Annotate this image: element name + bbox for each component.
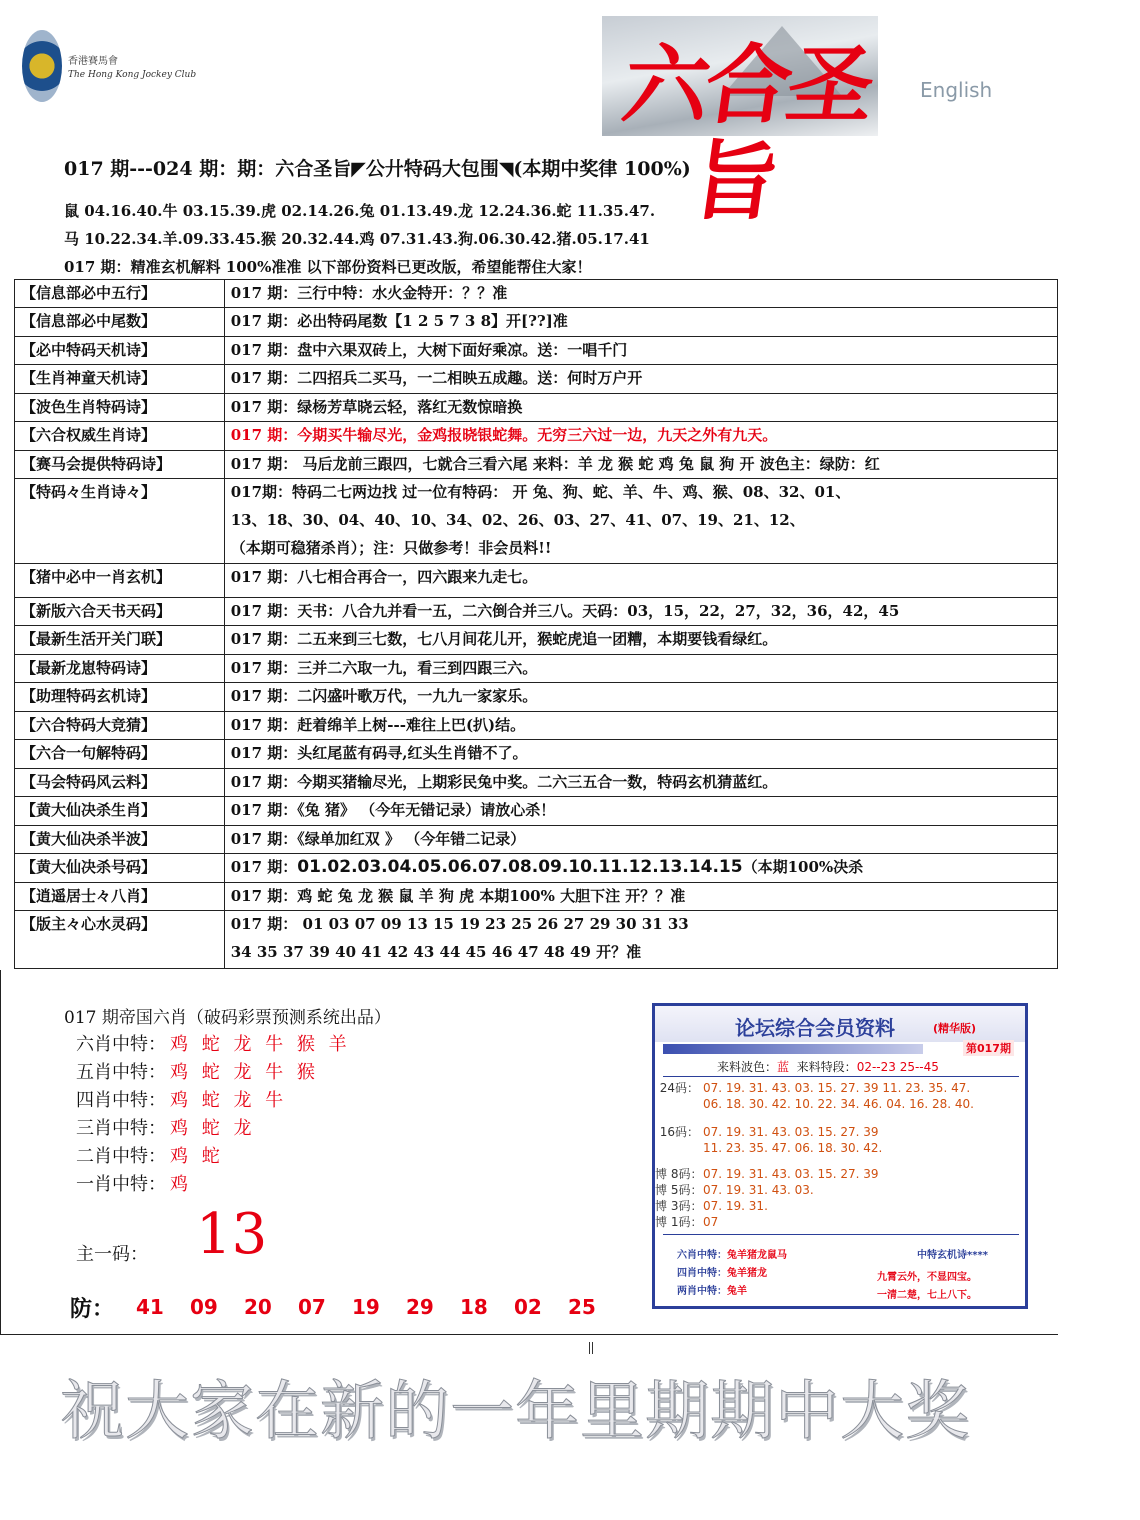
card-row [655, 1198, 768, 1214]
table-row [15, 451, 1058, 479]
table-row [15, 797, 1058, 826]
divider-mark [589, 1342, 593, 1354]
card-row-key: 博 5码： [655, 1183, 703, 1197]
row-value: 017 期：《兔 猪》 （今年无错记录）请放心杀！ [224, 797, 1057, 826]
row-label: 【六合权威生肖诗】 [15, 422, 225, 451]
six-zodiac-row [76, 1030, 351, 1056]
banner-title: 六合圣旨 [616, 36, 877, 232]
defense-number: 02 [514, 1295, 542, 1319]
card-poem-line [877, 1286, 977, 1301]
row-value: 017 期： 马后龙前三跟四，七就合三看六尾 来料：羊 龙 猴 蛇 鸡 兔 鼠 狗 开 波色主：绿防：红 [224, 451, 1057, 479]
table-row [15, 826, 1058, 854]
defense-number: 41 [136, 1295, 164, 1319]
card-bar [663, 1044, 923, 1054]
row-value: 017 期：鸡 蛇 兔 龙 猴 鼠 羊 狗 虎 本期100% 大胆下注 开？？准 [224, 883, 1057, 911]
row-label: 【信息部必中五行】 [15, 280, 225, 308]
six-zodiac-label: 四肖中特： [76, 1090, 166, 1111]
table-row [15, 740, 1058, 769]
row-value-suffix: （本期100%决杀 [742, 858, 864, 876]
row-value-line: 017 期： 01 03 07 09 13 15 19 23 25 26 27 29 30 31 33 [230, 915, 689, 933]
card-issue: 第017期 [963, 1040, 1014, 1056]
row-value [224, 854, 1057, 883]
card-row-cont [703, 1096, 974, 1112]
row-label: 【黄大仙决杀号码】 [15, 854, 225, 883]
row-value: 017 期：盘中六果双砖上，大树下面好乘凉。送：一唱千门 [224, 337, 1057, 365]
card-row [655, 1080, 970, 1096]
card-row-line: 07. 19. 31. [703, 1199, 768, 1213]
defense-label: 防： [70, 1296, 115, 1322]
source-special: 02--23 25--45 [856, 1060, 939, 1074]
card-divider [663, 1076, 1019, 1077]
row-label: 【最新生活开关门联】 [15, 626, 225, 655]
six-zodiac-title: 017 期帝国六肖（破码彩票预测系统出品） [64, 1008, 391, 1028]
table-row [15, 655, 1058, 683]
row-value-line: 017期：特码二七两边找 过一位有特码： 开 兔、狗、蛇、羊、牛、鸡、猴、08、32、01、 [230, 483, 851, 501]
table-row [15, 769, 1058, 797]
row-value: 017 期：今期买猪输尽光，上期彩民兔中奖。二六三五合一数，特码玄机猜蓝红。 [224, 769, 1057, 797]
row-label: 【版主々心水灵码】 [15, 911, 225, 969]
jockey-club-logo [22, 22, 222, 102]
defense-number: 25 [568, 1295, 596, 1319]
jockey-club-emblem-icon [22, 30, 62, 102]
row-value: 017 期：天书：八合九并看一五，二六倒合并三八。天码：03，15，22，27，32，36，42，45 [224, 598, 1057, 626]
row-label: 【六合一句解特码】 [15, 740, 225, 769]
main-number: 13 [196, 1202, 268, 1267]
table-row [15, 626, 1058, 655]
row-value: 017 期：《绿单加红双 》 （今年错二记录） [224, 826, 1057, 854]
card-row-key: 博 3码： [655, 1199, 703, 1213]
row-value: 017 期：三行中特：水火金特开：？？准 [224, 280, 1057, 308]
six-zodiac-value: 鸡 蛇 龙 牛 猴 [170, 1062, 319, 1083]
row-value: 017 期：二闪盛叶歌万代，一九九一家家乐。 [224, 683, 1057, 712]
card-two-label: 两肖中特： [677, 1286, 727, 1297]
card-row-line: 07. 19. 31. 43. 03. 15. 27. 39 11. 23. 35. 47. [703, 1081, 971, 1095]
defense-number: 09 [190, 1295, 218, 1319]
card-poem-label [917, 1246, 988, 1261]
six-zodiac-label: 二肖中特： [76, 1146, 166, 1167]
table-row [15, 712, 1058, 740]
six-zodiac-value: 鸡 蛇 龙 牛 [170, 1090, 288, 1111]
six-zodiac-row [76, 1114, 255, 1140]
table-row [15, 564, 1058, 598]
six-zodiac-label: 六肖中特： [76, 1034, 166, 1055]
card-row [655, 1124, 879, 1140]
defense-number: 29 [406, 1295, 434, 1319]
table-row [15, 598, 1058, 626]
zodiac-line-2: 马 10.22.34.羊.09.33.45.猴 20.32.44.鸡 07.31.43.狗.06.30.42.猪.05.17.41 [64, 230, 650, 248]
card-divider [663, 1234, 1019, 1235]
row-value [224, 911, 1057, 969]
row-label: 【最新龙崽特码诗】 [15, 655, 225, 683]
row-label: 【黄大仙决杀半波】 [15, 826, 225, 854]
row-label: 【特码々生肖诗々】 [15, 479, 225, 564]
poem-label-text: 中特玄机诗**** [917, 1250, 988, 1261]
row-value: 017 期：赶着绵羊上树---难往上巴(扒)结。 [224, 712, 1057, 740]
main-number-label: 主一码： [76, 1244, 148, 1265]
row-label: 【赛马会提供特码诗】 [15, 451, 225, 479]
defense-number: 07 [298, 1295, 326, 1319]
six-zodiac-row [76, 1086, 287, 1112]
row-label: 【助理特码玄机诗】 [15, 683, 225, 712]
table-row [15, 394, 1058, 422]
six-zodiac-value: 鸡 蛇 龙 [170, 1118, 256, 1139]
headline: 017 期---024 期：期：六合圣旨◤公廾特码大包围◥(本期中奖律 100%) [64, 158, 691, 180]
card-row-line: 11. 23. 35. 47. 06. 18. 30. 42. [703, 1141, 883, 1155]
table-row [15, 854, 1058, 883]
row-label: 【新版六合天书天码】 [15, 598, 225, 626]
row-label: 【黄大仙决杀生肖】 [15, 797, 225, 826]
row-value-line: （本期可稳猪杀肖）；注：只做参考！非会员料!! [230, 539, 552, 557]
defense-number: 20 [244, 1295, 272, 1319]
row-label: 【猪中必中一肖玄机】 [15, 564, 225, 598]
table-row [15, 280, 1058, 308]
defense-number: 19 [352, 1295, 380, 1319]
row-label: 【生肖神童天机诗】 [15, 365, 225, 394]
card-source [717, 1058, 939, 1075]
card-six-value: 兔羊猪龙鼠马 [727, 1250, 787, 1261]
table-row [15, 883, 1058, 911]
card-row-key: 博 1码： [655, 1215, 703, 1229]
title-banner [602, 16, 878, 232]
row-value-line: 34 35 37 39 40 41 42 43 44 45 46 47 48 49 开？准 [230, 943, 642, 961]
row-value: 017 期：头红尾蓝有码寻,红头生肖错不了。 [224, 740, 1057, 769]
table-row [15, 683, 1058, 712]
table-row [15, 365, 1058, 394]
row-value: 017 期：今期买牛输尽光，金鸡报晓银蛇舞。无穷三六过一边，九天之外有九天。 [224, 422, 1057, 451]
row-label: 【必中特码天机诗】 [15, 337, 225, 365]
card-row [655, 1182, 814, 1198]
card-row [655, 1166, 879, 1182]
row-label: 【马会特码风云料】 [15, 769, 225, 797]
card-row-line: 07 [703, 1215, 719, 1229]
kill-numbers: 01.02.03.04.05.06.07.08.09.10.11.12.13.14.15 [297, 857, 743, 877]
six-zodiac-value: 鸡 [170, 1174, 192, 1195]
table-row [15, 479, 1058, 564]
source-label: 来料波色： [717, 1060, 778, 1074]
row-label: 【信息部必中尾数】 [15, 308, 225, 337]
logo-cn-text: 香港賽馬會 [68, 56, 118, 67]
source-color: 蓝 [777, 1060, 790, 1074]
six-zodiac-row [76, 1170, 192, 1196]
card-poem-line [877, 1268, 977, 1283]
card-row-cont [703, 1140, 882, 1156]
card-four-zodiac [677, 1264, 767, 1279]
frame-bottom-border [0, 1334, 1058, 1335]
card-row-key: 16码： [659, 1125, 699, 1139]
prediction-table [14, 279, 1058, 969]
zodiac-line-1: 鼠 04.16.40.牛 03.15.39.虎 02.14.26.兔 01.13.49.龙 12.24.36.蛇 11.35.47. [64, 202, 656, 220]
card-row [655, 1214, 718, 1230]
poem-line-text: 九霄云外，不显四宝。 [877, 1272, 977, 1283]
row-value: 017 期：八七相合再合一，四六跟来九走七。 [224, 564, 1057, 598]
card-subtitle: (精华版) [933, 1022, 977, 1035]
card-two-value: 兔羊 [727, 1286, 747, 1297]
card-four-value: 兔羊猪龙 [727, 1268, 767, 1279]
row-label: 【逍遥居士々八肖】 [15, 883, 225, 911]
wish-banner: 祝大家在新的一年里期期中大奖 [60, 1375, 970, 1449]
row-value: 017 期：二四招兵二买马，一二相映五成趣。送：何时万户开 [224, 365, 1057, 394]
six-zodiac-label: 五肖中特： [76, 1062, 166, 1083]
card-two-zodiac [677, 1282, 747, 1297]
six-zodiac-label: 一肖中特： [76, 1174, 166, 1195]
english-link[interactable]: English [920, 78, 993, 102]
six-zodiac-value: 鸡 蛇 [170, 1146, 224, 1167]
card-row-line: 07. 19. 31. 43. 03. 15. 27. 39 [703, 1125, 879, 1139]
card-title: 论坛综合会员资料 [735, 1016, 895, 1040]
defense-number: 18 [460, 1295, 488, 1319]
frame-left-border [0, 970, 1, 1335]
six-zodiac-row [76, 1142, 224, 1168]
card-row-line: 07. 19. 31. 43. 03. [703, 1183, 814, 1197]
card-row-line: 07. 19. 31. 43. 03. 15. 27. 39 [703, 1167, 879, 1181]
defense-numbers [136, 1295, 622, 1319]
row-label: 【波色生肖特码诗】 [15, 394, 225, 422]
table-row [15, 308, 1058, 337]
card-row-key: 24码： [659, 1081, 699, 1095]
row-label: 【六合特码大竞猜】 [15, 712, 225, 740]
row-value [224, 479, 1057, 564]
row-value-prefix: 017 期： [230, 858, 298, 876]
row-value: 017 期：三并二六取一九，看三到四跟三六。 [224, 655, 1057, 683]
six-zodiac-value: 鸡 蛇 龙 牛 猴 羊 [170, 1034, 351, 1055]
six-zodiac-label: 三肖中特： [76, 1118, 166, 1139]
card-row-line: 06. 18. 30. 42. 10. 22. 34. 46. 04. 16. 28. 40. [703, 1097, 974, 1111]
row-value-line: 13、18、30、04、40、10、34、02、26、03、27、41、07、19、21、12、 [230, 511, 805, 529]
table-row [15, 911, 1058, 969]
table-row [15, 337, 1058, 365]
row-value: 017 期：二五来到三七数，七八月间花儿开，猴蛇虎追一团糟，本期要钱看绿红。 [224, 626, 1057, 655]
six-zodiac-row [76, 1058, 319, 1084]
logo-en-text: The Hong Kong Jockey Club [68, 70, 197, 80]
poem-line-text: 一清二楚，七上八下。 [877, 1290, 977, 1301]
member-info-card [652, 1003, 1028, 1309]
card-six-zodiac [677, 1246, 787, 1261]
row-value: 017 期：必出特码尾数【1 2 5 7 3 8】开[??]准 [224, 308, 1057, 337]
notice-line: 017 期：精准玄机解料 100%准准 以下部份资料已更改版，希望能帮住大家！ [64, 258, 592, 276]
source-special-label: 来料特段： [796, 1060, 857, 1074]
card-row-key: 博 8码： [655, 1167, 703, 1181]
card-six-label: 六肖中特： [677, 1250, 727, 1261]
card-four-label: 四肖中特： [677, 1268, 727, 1279]
table-row [15, 422, 1058, 451]
row-value: 017 期：绿杨芳草晓云轻，落红无数惊暗换 [224, 394, 1057, 422]
